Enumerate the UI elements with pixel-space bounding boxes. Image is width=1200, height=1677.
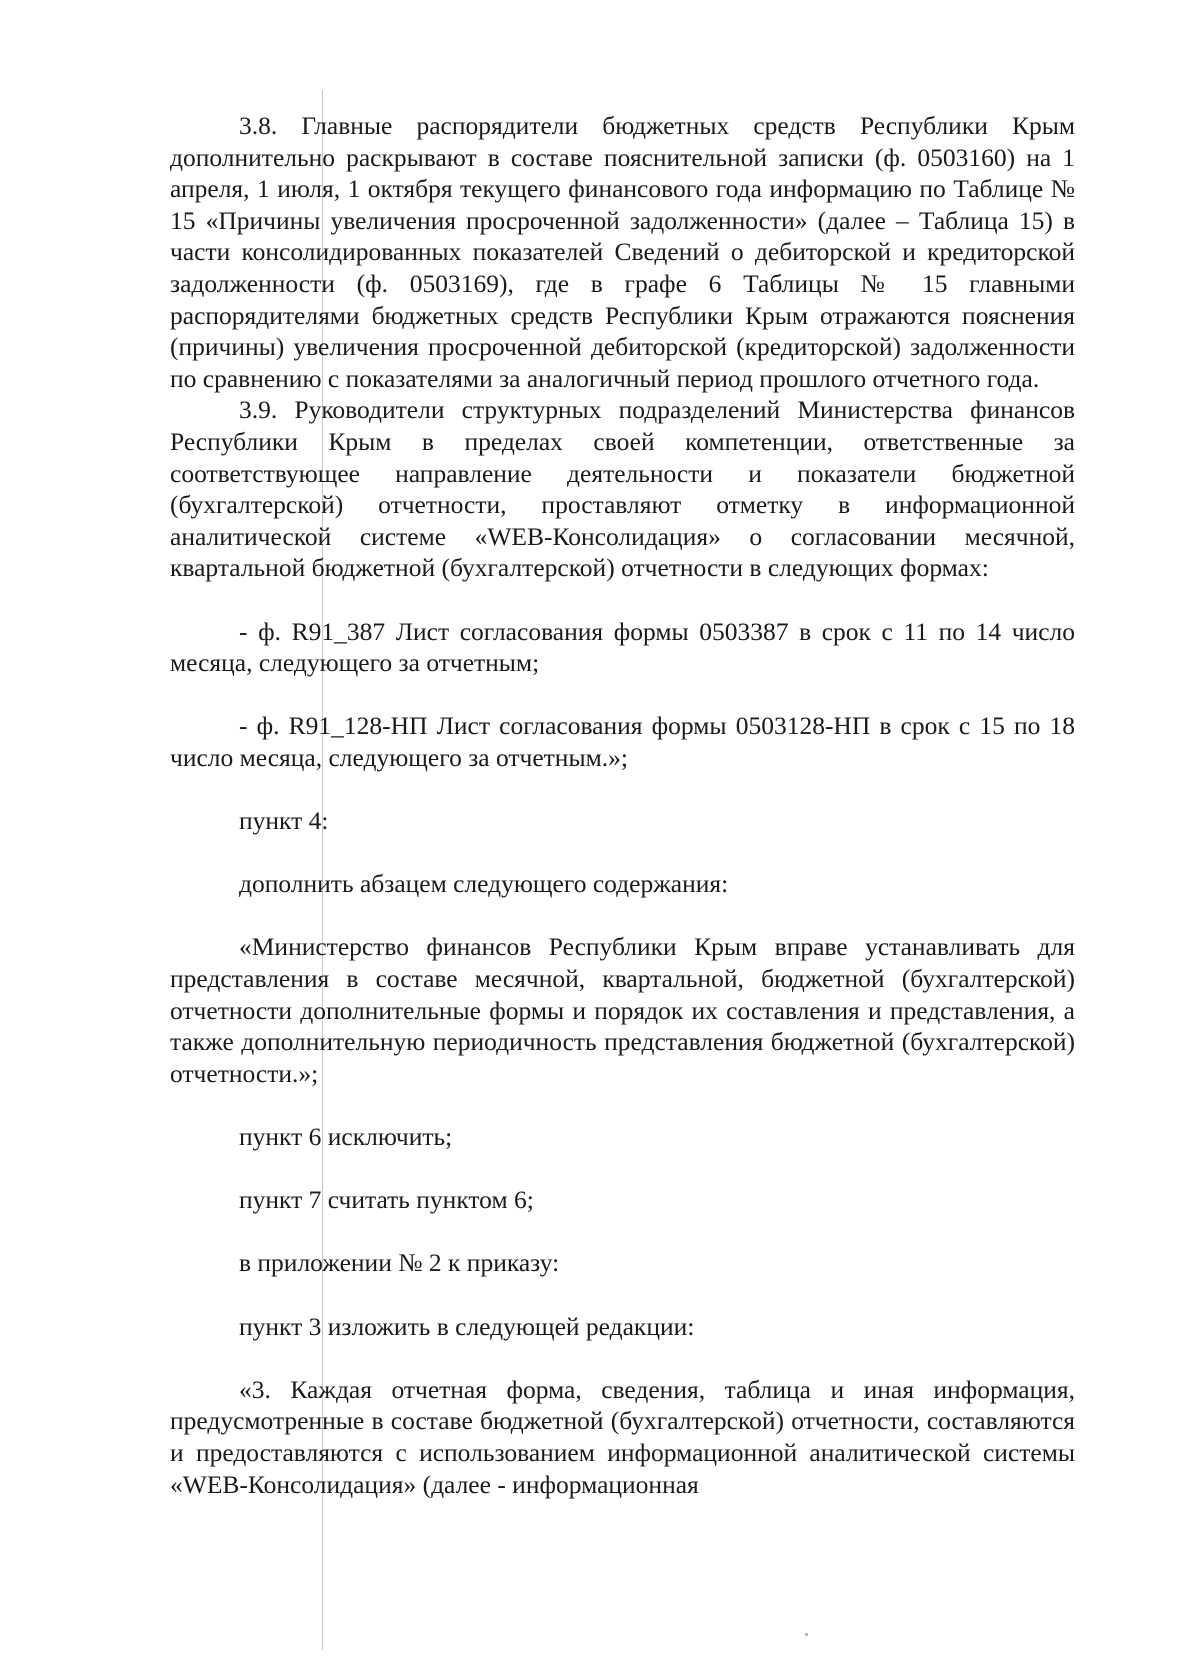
paragraph-ministry-rights: «Министерство финансов Республики Крым вправе устанавливать для представления в составе месячной, квартальной, бюджетной (бухгалтерской) отчетности дополнительные формы и порядок их составления и представления, а также дополнительную периодичность представления бюджетной (бухгалтерской) отчетности.»; — [170, 932, 1075, 1088]
clause-add-paragraph: дополнить абзацем следующего содержания: — [239, 869, 729, 899]
clause-appendix-2: в приложении № 2 к приказу: — [239, 1248, 560, 1278]
document-body — [170, 110, 1075, 1500]
list-item-form-387: - ф. R91_387 Лист согласования формы 0503387 в срок с 11 по 14 число месяца, следующего за отчетным; — [170, 616, 1075, 678]
clause-point-6-exclude: пункт 6 исключить; — [239, 1122, 453, 1151]
paragraph-3-reporting-forms: «3. Каждая отчетная форма, сведения, таблица и иная информация, предусмотренные в составе бюджетной (бухгалтерской) отчетности, составляются и предоставляются с использованием информационной аналитической системы «WEB-Консолидация» (далее - информационная — [170, 1374, 1075, 1499]
paragraph-3-8: 3.8. Главные распорядители бюджетных средств Республики Крым дополнительно раскрывают в составе пояснительной записки (ф. 0503160) на 1 апреля, 1 июля, 1 октября текущего финансового года информацию по Таблице № 15 «Причины увеличения просроченной задолженности» (далее – Таблица 15) в части консолидированных показателей Сведений о дебиторской и кредиторской задолженности (ф. 0503169), где в графе 6 Таблицы № 15 главными распорядителями бюджетных средств Республики Крым отражаются пояснения (причины) увеличения просроченной дебиторской (кредиторской) задолженности по сравнению с показателями за аналогичный период прошлого отчетного года. — [170, 111, 1075, 393]
scan-speck — [805, 1633, 808, 1636]
clause-point-7-renumber: пункт 7 считать пунктом 6; — [239, 1185, 534, 1215]
clause-point-3-new-edition: пункт 3 изложить в следующей редакции: — [239, 1311, 695, 1341]
list-item-form-128-np: - ф. R91_128-НП Лист согласования формы 0503128-НП в срок с 15 по 18 число месяца, следующего за отчетным.»; — [170, 711, 1075, 772]
clause-point-4: пункт 4: — [239, 806, 329, 836]
paragraph-3-9: 3.9. Руководители структурных подразделений Министерства финансов Республики Крым в пределах своей компетенции, ответственные за соответствующее направление деятельности и показатели бюджетной (бухгалтерской) отчетности, проставляют отметку в информационной аналитической системе «WEB-Консолидация» о согласовании месячной, квартальной бюджетной (бухгалтерской) отчетности в следующих формах: — [170, 395, 1075, 583]
